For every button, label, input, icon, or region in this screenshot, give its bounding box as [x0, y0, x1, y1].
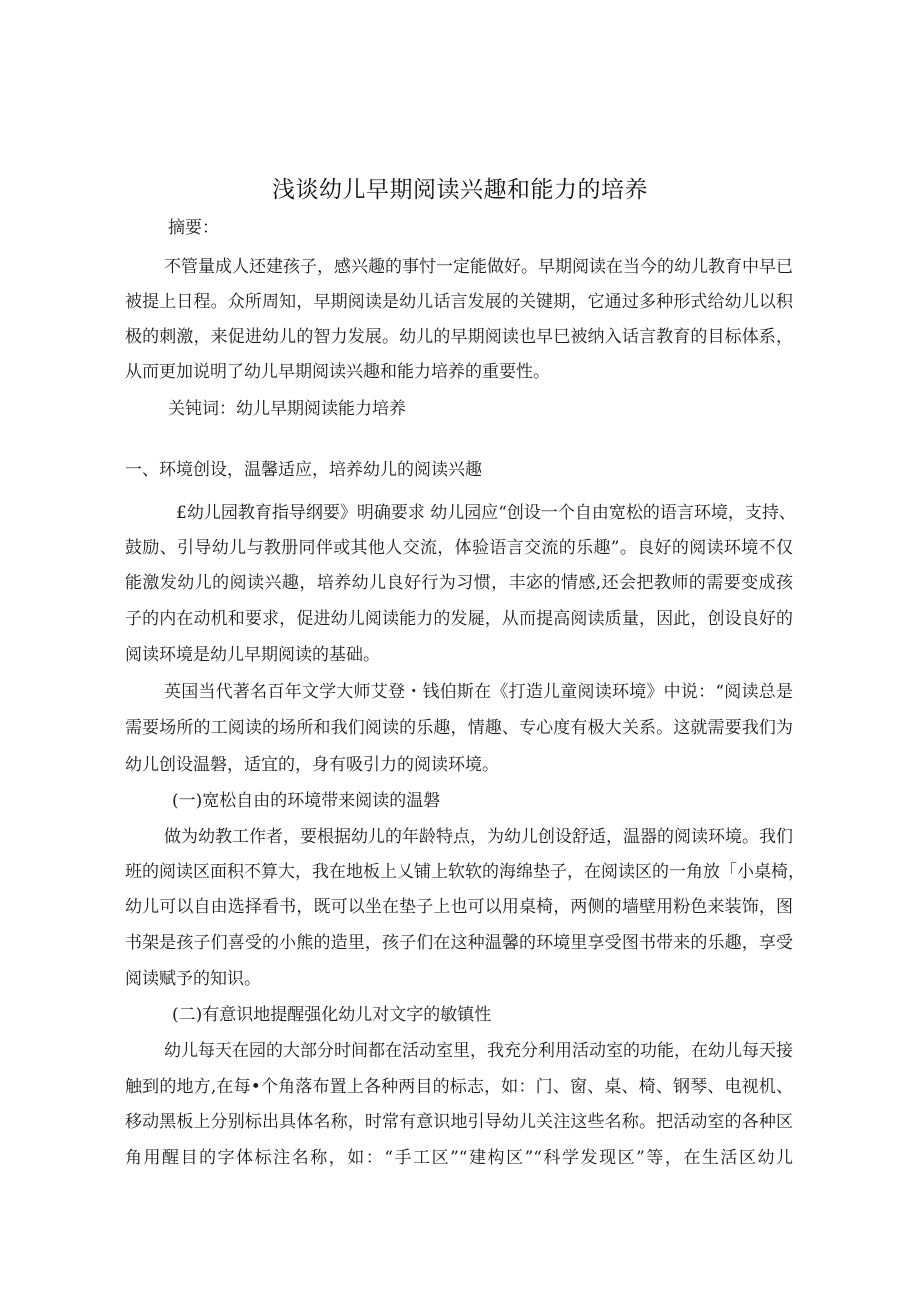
- keywords: 关钝词：幼儿早期阅读能力培养: [168, 399, 406, 419]
- paragraph-line: 英国当代著名百年文学大师艾登・钱伯斯在《打造儿童阅读环境》中说：“阅读总是: [164, 682, 793, 702]
- paragraph-line: 班的阅读区面积不算大，我在地板上乂铺上软软的海绵垫子，在阅读区的一角放「小桌椅，: [125, 862, 805, 882]
- abstract-line: 被提上日程。众所周知，早期阅读是幼儿话言发展的关键期，它通过多种形式给幼儿以积: [125, 292, 793, 312]
- abstract-line: 极的刺激，来促进幼儿的智力发展。幼儿的早期阅读也早巳被纳入话言教育的目标体系，: [125, 327, 793, 347]
- paragraph-line: 幼儿可以自由选择看书，既可以坐在垫子上也可以用桌椅，两侧的墙壁用粉色来装饰，图: [125, 897, 793, 917]
- paragraph-line: 触到的地方,在每•个角落布置上各种两目的标志，如：门、窗、桌、椅、钢琴、电视机、: [125, 1077, 793, 1097]
- abstract-line: 从而更加说明了幼儿早期阅读兴趣和能力培养的重要性。: [125, 362, 550, 382]
- paragraph-line: 书架是孩子们喜受的小熊的造里，孩子们在这种温馨的环境里享受图书带来的乐趣，享受: [125, 933, 793, 953]
- paragraph-line: £幼儿园教育指导纲要》明确要求 幼儿园应“创设一个自由宽松的语言环境，支持、: [176, 503, 796, 523]
- paragraph-line: 移动黑板上分别标出具体名称，时常有意识地引导幼儿关注这些名称。把活动室的各种区: [125, 1112, 793, 1132]
- paragraph-line: 子的内在动机和要求，促进幼儿阅读能力的发屣，从而提高阅读质量，因此，创设良好的: [125, 609, 793, 629]
- paragraph-line: 阅读赋予的知识。: [125, 969, 261, 989]
- abstract-heading: 摘要：: [168, 218, 219, 238]
- abstract-line: 不管量成人还建孩子，感兴趣的事忖一定能做好。早期阅读在当今的幼儿教育中早已: [164, 257, 793, 277]
- document-title: 浅谈幼儿早期阅读兴趣和能力的培养: [272, 177, 648, 203]
- section-heading: 一、环境创设，温馨适应，培养幼儿的阅读兴趣: [125, 460, 482, 480]
- subsection-heading: (二)有意识地提醒强化幼儿对文字的敏镇性: [172, 1005, 492, 1025]
- paragraph-line: 鼓励、引导幼儿与教册同伴或其他人交流，体验语言交流的乐趣”。良好的阅读环境不仅: [125, 538, 793, 558]
- paragraph-line: 角用醒目的字体标注名称，如：“手工区”“建构区”“科学发现区”等，在生活区幼儿: [125, 1148, 793, 1168]
- paragraph-line: 幼儿创设温磐，适宜的，身有吸引力的阅读环境。: [125, 755, 499, 775]
- paragraph-line: 阅读环境是幼儿早期阅读的基础。: [125, 645, 380, 665]
- paragraph-line: 幼儿每天在园的大部分时间都在活动室里，我充分利用活动室的功能，在幼儿每天接: [164, 1041, 793, 1061]
- paragraph-line: 做为幼教工作者，要根据幼儿的年龄特点，为幼儿创设舒适，温器的阅读环境。我们: [164, 827, 793, 847]
- subsection-heading: (一)宽松自由的环境带来阅读的温磐: [172, 791, 441, 811]
- paragraph-line: 能激发幼儿的阅读兴趣，培养幼儿良好行为习惯，丰宓的情感,还会把教师的需要变成孩: [125, 573, 793, 593]
- paragraph-line: 需要场所的工阅读的场所和我们阅读的乐趣，情趣、专心度有极大关系。这就需要我们为: [125, 718, 793, 738]
